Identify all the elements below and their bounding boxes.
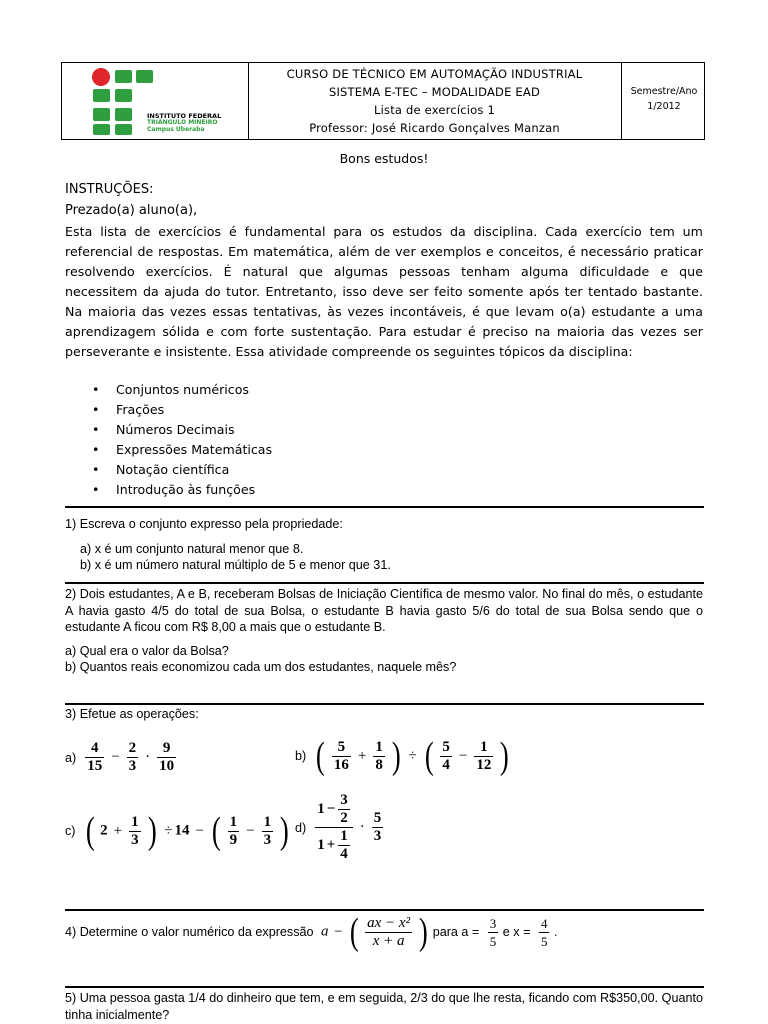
logo-text-line3: Campus Uberaba — [147, 126, 205, 133]
logo-cell — [62, 63, 249, 139]
expression-c-label: c) — [65, 824, 76, 838]
expression-a: a) $\frac{4}{15}$ − $\frac{2}{3}$ · $\frac{9}{10}$ — [65, 740, 175, 774]
logo-square — [115, 70, 132, 83]
expression-d-label: d) — [295, 820, 307, 835]
section-divider — [65, 582, 704, 584]
topic-item: • Introdução às funções — [92, 480, 272, 500]
course-cell — [248, 63, 622, 139]
section-divider — [65, 986, 704, 988]
logo-square — [93, 89, 110, 102]
logo-square — [115, 89, 132, 102]
semester-cell — [623, 63, 705, 139]
semester-value: 1/2012 — [647, 101, 681, 112]
expression-d: d) 1 − $\frac{3}{2}$ 1 + $\frac{1}{4}$ · $\frac{5}{3}$ — [295, 792, 382, 862]
professor-name: Professor: José Ricardo Gonçalves Manzan — [309, 121, 560, 135]
topic-item: • Conjuntos numéricos — [92, 380, 272, 400]
list-title: Lista de exercícios 1 — [374, 103, 495, 117]
question-1: 1) Escreva o conjunto expresso pela propriedade: — [65, 517, 343, 531]
instructions-paragraph: Esta lista de exercícios é fundamental para os estudos da disciplina. Cada exercício tem um referencial de respostas. Em matemática, além de ver exemplos e conceitos, é necessário praticar resolvendo exercícios. É natural que algumas pessoas tenham alguma dificuldade e que necessitem da ajuda do tutor. Entretanto, isso deve ser feito somente após ter tentado bastante. Na maioria das vezes essas tentativas, às vezes incontáveis, é que levam o(a) estudante a uma aprendizagem sólida e com forte sustentação. Para estudar é preciso na maioria das vezes ser perseverante e insistente. Essa atividade compreende os seguintes tópicos da disciplina: — [65, 224, 703, 359]
logo-square — [115, 124, 132, 135]
expression-c: c) ( 2 + $\frac{1}{3}$ ) ÷ 14 − ( $\frac{1}{9}$ − $\frac{1}{3}$ ) — [65, 810, 289, 852]
header-table — [61, 62, 705, 140]
question-2-a: a) Qual era o valor da Bolsa? — [65, 644, 229, 658]
question-1-b: b) x é um número natural múltiplo de 5 e menor que 31. — [80, 558, 391, 572]
semester-label: Semestre/Ano — [630, 86, 698, 97]
topic-item: • Expressões Matemáticas — [92, 440, 272, 460]
topic-item: • Frações — [92, 400, 272, 420]
question-1-a: a) x é um conjunto natural menor que 8. — [80, 542, 304, 556]
course-title: CURSO DE TÉCNICO EM AUTOMAÇÃO INDUSTRIAL — [286, 67, 583, 81]
question-5: 5) Uma pessoa gasta 1/4 do dinheiro que tem, e em seguida, 2/3 do que lhe resta, ficando com R$350,00. Quanto tinha inicialmente? — [65, 991, 703, 1022]
logo-square — [136, 70, 153, 83]
expression-a-label: a) — [65, 750, 77, 765]
instructions-heading: INSTRUÇÕES: — [65, 182, 154, 197]
institute-logo — [90, 67, 250, 137]
logo-square — [93, 108, 110, 121]
question-3: 3) Efetue as operações: — [65, 707, 199, 721]
logo-red-dot — [92, 68, 110, 86]
topics-list — [92, 380, 272, 500]
question-2-b: b) Quantos reais economizou cada um dos estudantes, naquele mês? — [65, 660, 457, 674]
section-divider — [65, 703, 704, 705]
expression-b-label: b) — [295, 749, 307, 763]
logo-square — [115, 108, 132, 121]
logo-text-line2: TRIÂNGULO MINEIRO — [147, 119, 218, 126]
topic-item: • Números Decimais — [92, 420, 272, 440]
logo-square — [93, 124, 110, 135]
question-4: 4) Determine o valor numérico da expressão a − ( $\frac{\text{ax − x²}}{x + a}$ ) para a = $\frac{3}{5}$ e x = $\frac{4}{5}$ . — [65, 911, 558, 953]
greeting: Bons estudos! — [339, 151, 429, 166]
section-divider — [65, 506, 704, 508]
section-divider — [65, 909, 704, 911]
topic-item: • Notação científica — [92, 460, 272, 480]
system-title: SISTEMA E-TEC – MODALIDADE EAD — [328, 85, 541, 99]
salutation: Prezado(a) aluno(a), — [65, 203, 198, 218]
question-2: 2) Dois estudantes, A e B, receberam Bolsas de Iniciação Científica de mesmo valor. No final do mês, o estudante A havia gasto 4/5 do total de sua Bolsa, o estudante B havia gasto 5/6 do total de sua Bolsa sendo que o estudante A ficou com R$ 8,00 a mais que o estudante B. — [65, 587, 703, 634]
expression-b: b) ( $\frac{5}{16}$ + $\frac{1}{8}$ ) ÷ ( $\frac{5}{4}$ − $\frac{1}{12}$ ) — [295, 735, 510, 777]
logo-text-line1: INSTITUTO FEDERAL — [147, 112, 222, 120]
